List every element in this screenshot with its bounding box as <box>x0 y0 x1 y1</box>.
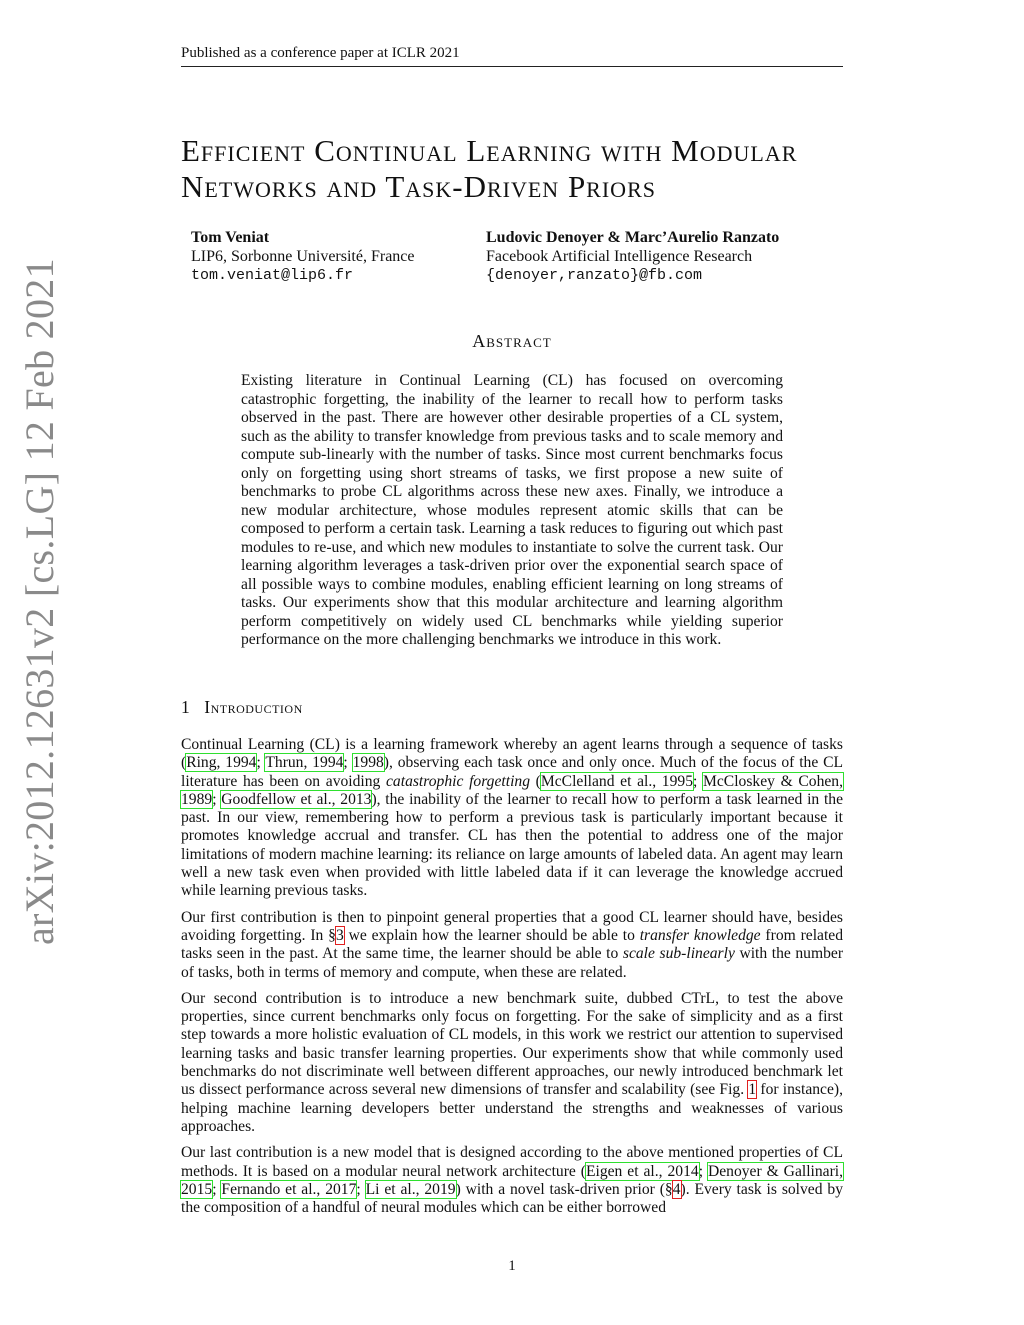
section-ref-link[interactable]: 4 <box>672 1180 681 1198</box>
section-heading-introduction <box>181 697 303 718</box>
abstract-heading: Abstract <box>472 331 552 351</box>
text-run: ) with a novel task-driven prior (§ <box>455 1180 673 1198</box>
text-run: Our second contribution is to introduce a new benchmark suite, dubbed CTrL, to test the above properties, since current benchmarks only focus on forgetting. For the sake of simplicity and as a first step towards a more holistic evaluation of CL models, in this work we restrict our attention to supervised learning tasks and basic transfer learning properties. Our experiments show that while commonly used benchmarks do not discriminate well between different approaches, our newly introduced benchmark let us dissect performance across several new dimensions of transfer and scalability (see Fig. <box>181 989 843 1099</box>
text-run: from related tasks seen in the past. At the same time, the learner should be able to <box>181 926 843 963</box>
text-run: ; <box>256 754 266 772</box>
citation-link[interactable]: Thrun, 1994 <box>265 754 344 772</box>
text-run: Our first contribution is then to pinpoint general properties that a good CL learner should have, besides avoiding forgetting. In § <box>181 908 843 944</box>
abstract-text: Existing literature in Continual Learning (CL) has focused on overcoming catastrophic forgetting, the inability of the learner to recall how to perform tasks observed in the past. There are however other desirable properties of a CL system, such as the ability to transfer knowledge from previous tasks and to scale memory and compute sub-linearly with the number of tasks. Since most current benchmarks focus only on forgetting using short streams of tasks, we first propose a new suite of benchmarks to probe CL algorithms across these new axes. Finally, we introduce a new modular architecture, whose modules represent atomic skills that can be composed to perform a certain task. Learning a task reduces to figuring out which past modules to re-use, and which new modules to instantiate to solve the current task. Our learning algorithm leverages a task-driven prior over the exponential search space of all possible ways to combine modules, enabling efficient learning on long streams of tasks. Our experiments show that this modular architecture and learning algorithm perform competitively on widely used CL benchmarks while yielding superior performance on the more challenging benchmarks we introduce in this work. <box>241 372 783 648</box>
emphasis: transfer knowledge <box>639 926 761 944</box>
emphasis: scale sub-linearly <box>622 945 735 963</box>
citation-link[interactable]: McClelland et al., 1995 <box>540 772 693 790</box>
text-run: ( <box>530 772 541 790</box>
author-affiliation: LIP6, Sorbonne Université, France <box>191 248 415 265</box>
introduction-body <box>181 736 843 1225</box>
text-run: ; <box>343 754 353 772</box>
author-email: {denoyer,ranzato}@fb.com <box>486 267 703 284</box>
citation-link[interactable]: Denoyer & Gallinari, 2015 <box>181 1162 844 1198</box>
text-run: ). Every task is solved by the composition of a handful of neural modules which can be either borrowed <box>181 1180 843 1217</box>
citation-link[interactable]: McCloskey & Cohen, 1989 <box>181 772 843 808</box>
text-run: ), observing each task once and only once. Much of the focus of the CL literature has been on avoiding <box>181 754 844 790</box>
figure-ref-link[interactable]: 1 <box>748 1081 757 1099</box>
title-line-2: Networks and Task-Driven Priors <box>181 169 656 204</box>
section-ref-link[interactable]: 3 <box>335 926 344 944</box>
text-run: for instance), helping machine learning developers better understand the strengths and weaknesses of various approaches. <box>181 1081 843 1135</box>
paragraph-1 <box>181 736 843 901</box>
author-name: Tom Veniat <box>191 229 270 246</box>
text-run: we explain how the learner should be able to <box>343 926 640 944</box>
emphasis: catastrophic forgetting <box>386 772 530 790</box>
page-number: 1 <box>508 1258 516 1274</box>
section-title: Introduction <box>204 697 303 717</box>
citation-link[interactable]: Fernando et al., 2017 <box>221 1180 357 1198</box>
citation-link[interactable]: Ring, 1994 <box>186 754 257 772</box>
author-affiliation: Facebook Artificial Intelligence Research <box>486 248 753 265</box>
paragraph-4 <box>181 1144 843 1217</box>
author-block-right <box>486 228 779 285</box>
paper-title <box>181 133 861 205</box>
text-run: with the number of tasks, both in terms of memory and compute, when these are related. <box>181 945 844 981</box>
running-header: Published as a conference paper at ICLR 2021 <box>181 45 843 67</box>
text-run: ; <box>212 1180 222 1198</box>
text-run: ; <box>698 1162 708 1180</box>
author-email: tom.veniat@lip6.fr <box>191 267 354 284</box>
citation-link[interactable]: Li et al., 2019 <box>365 1180 456 1198</box>
paragraph-2 <box>181 909 843 982</box>
citation-link[interactable]: 1998 <box>352 754 384 772</box>
text-run: Our last contribution is a new model that is designed according to the above mentioned properties of CL methods. It is based on a modular neural network architecture ( <box>181 1144 843 1180</box>
text-run: ; <box>356 1180 366 1198</box>
arxiv-sidebar-stamp: arXiv:2012.12631v2 [cs.LG] 12 Feb 2021 <box>17 258 62 945</box>
section-number: 1 <box>181 697 191 717</box>
text-run: ; <box>212 790 222 808</box>
author-block-left <box>191 228 415 285</box>
text-run: ; <box>693 772 704 790</box>
citation-link[interactable]: Goodfellow et al., 2013 <box>221 790 372 808</box>
text-run: ), the inability of the learner to recall how to perform a task learned in the past. In our view, remembering how to perform a previous task is particularly important because it promotes knowledge accrual and transfer. CL has then the potential to address one of the major limitations of modern machine learning: its reliance on large amounts of labeled data. An agent may learn well a new task even when provided with little labeled data if it can leverage the knowledge accrued while learning previous tasks. <box>181 790 843 900</box>
citation-link[interactable]: Eigen et al., 2014 <box>585 1162 699 1180</box>
text-run: Continual Learning (CL) is a learning framework whereby an agent learns through a sequence of tasks ( <box>181 736 843 772</box>
author-name: Ludovic Denoyer & Marc’Aurelio Ranzato <box>486 229 780 246</box>
paragraph-3 <box>181 990 843 1136</box>
title-line-1: Efficient Continual Learning with Modular <box>181 133 798 168</box>
